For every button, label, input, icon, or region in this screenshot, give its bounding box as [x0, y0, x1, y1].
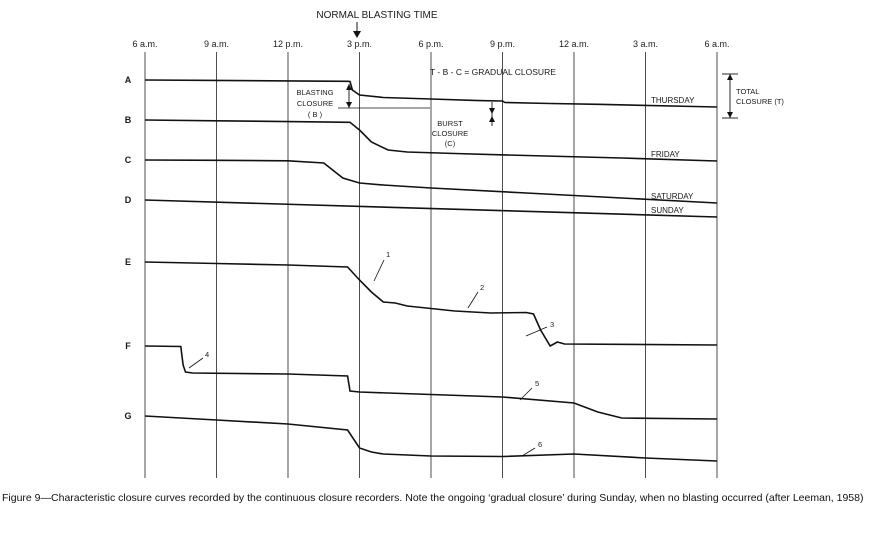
marker-2: 2	[480, 283, 485, 292]
series-a-label: A	[124, 75, 132, 85]
marker-1: 1	[386, 250, 391, 259]
marker-4-leader	[189, 358, 203, 368]
marker-6: 6	[538, 440, 543, 449]
series-b-day-label: FRIDAY	[651, 150, 680, 159]
x-tick-label: 9 p.m.	[489, 39, 516, 49]
series-e-label: E	[124, 257, 132, 267]
series-c-label: C	[124, 155, 132, 165]
burst-closure-arrowhead-top	[489, 108, 495, 114]
figure-caption: Figure 9—Characteristic closure curves recorded by the continuous closure recorders. Note the ongoing ‘gradual closure’ during Sunday, when no blasting occurred (after Leeman, 1958)	[2, 492, 864, 504]
x-tick-label: 6 p.m.	[418, 39, 444, 49]
x-tick-label: 12 a.m.	[558, 39, 590, 49]
total-closure-line2: CLOSURE (T)	[736, 97, 784, 106]
burst-closure-line2: CLOSURE	[431, 129, 469, 138]
blasting-closure-line2: CLOSURE	[296, 99, 334, 108]
burst-closure-line3: (C)	[444, 139, 456, 148]
series-a-day-label: THURSDAY	[651, 96, 695, 105]
blasting-closure-line3: ( B )	[307, 110, 323, 119]
series-b-label: B	[124, 115, 132, 125]
marker-2-leader	[468, 292, 478, 308]
blasting-closure-line1: BLASTING	[296, 88, 334, 97]
x-tick-label: 6 a.m.	[132, 39, 158, 49]
gradual-closure-annotation: T - B - C = GRADUAL CLOSURE	[430, 67, 556, 77]
total-closure-arrowhead-bottom	[727, 112, 733, 118]
blasting-closure-arrowhead-bottom	[346, 102, 352, 108]
series-f-label: F	[125, 341, 131, 351]
marker-1-leader	[374, 260, 384, 281]
series-d-day-label: SUNDAY	[651, 206, 684, 215]
series-c-day-label: SATURDAY	[651, 192, 694, 201]
x-axis-ticks	[132, 39, 729, 49]
series-g-label: G	[124, 411, 132, 421]
x-tick-label: 9 a.m.	[203, 39, 230, 49]
chart-title: NORMAL BLASTING TIME	[316, 10, 438, 21]
x-tick-label: 6 a.m.	[704, 39, 730, 49]
series-labels	[124, 75, 695, 421]
x-tick-label: 3 p.m.	[346, 39, 373, 49]
marker-4: 4	[205, 350, 210, 359]
marker-5: 5	[535, 379, 540, 388]
x-tick-label: 3 a.m.	[632, 39, 659, 49]
gridlines	[145, 52, 717, 478]
marker-3: 3	[550, 320, 555, 329]
burst-closure-line1: BURST	[437, 119, 463, 128]
x-tick-label: 12 p.m.	[272, 39, 304, 49]
series-d-label: D	[124, 195, 132, 205]
blasting-time-arrowhead	[353, 31, 361, 38]
total-closure-arrowhead-top	[727, 74, 733, 80]
total-closure-line1: TOTAL	[736, 87, 760, 96]
burst-closure-arrowhead-bottom	[489, 116, 495, 122]
